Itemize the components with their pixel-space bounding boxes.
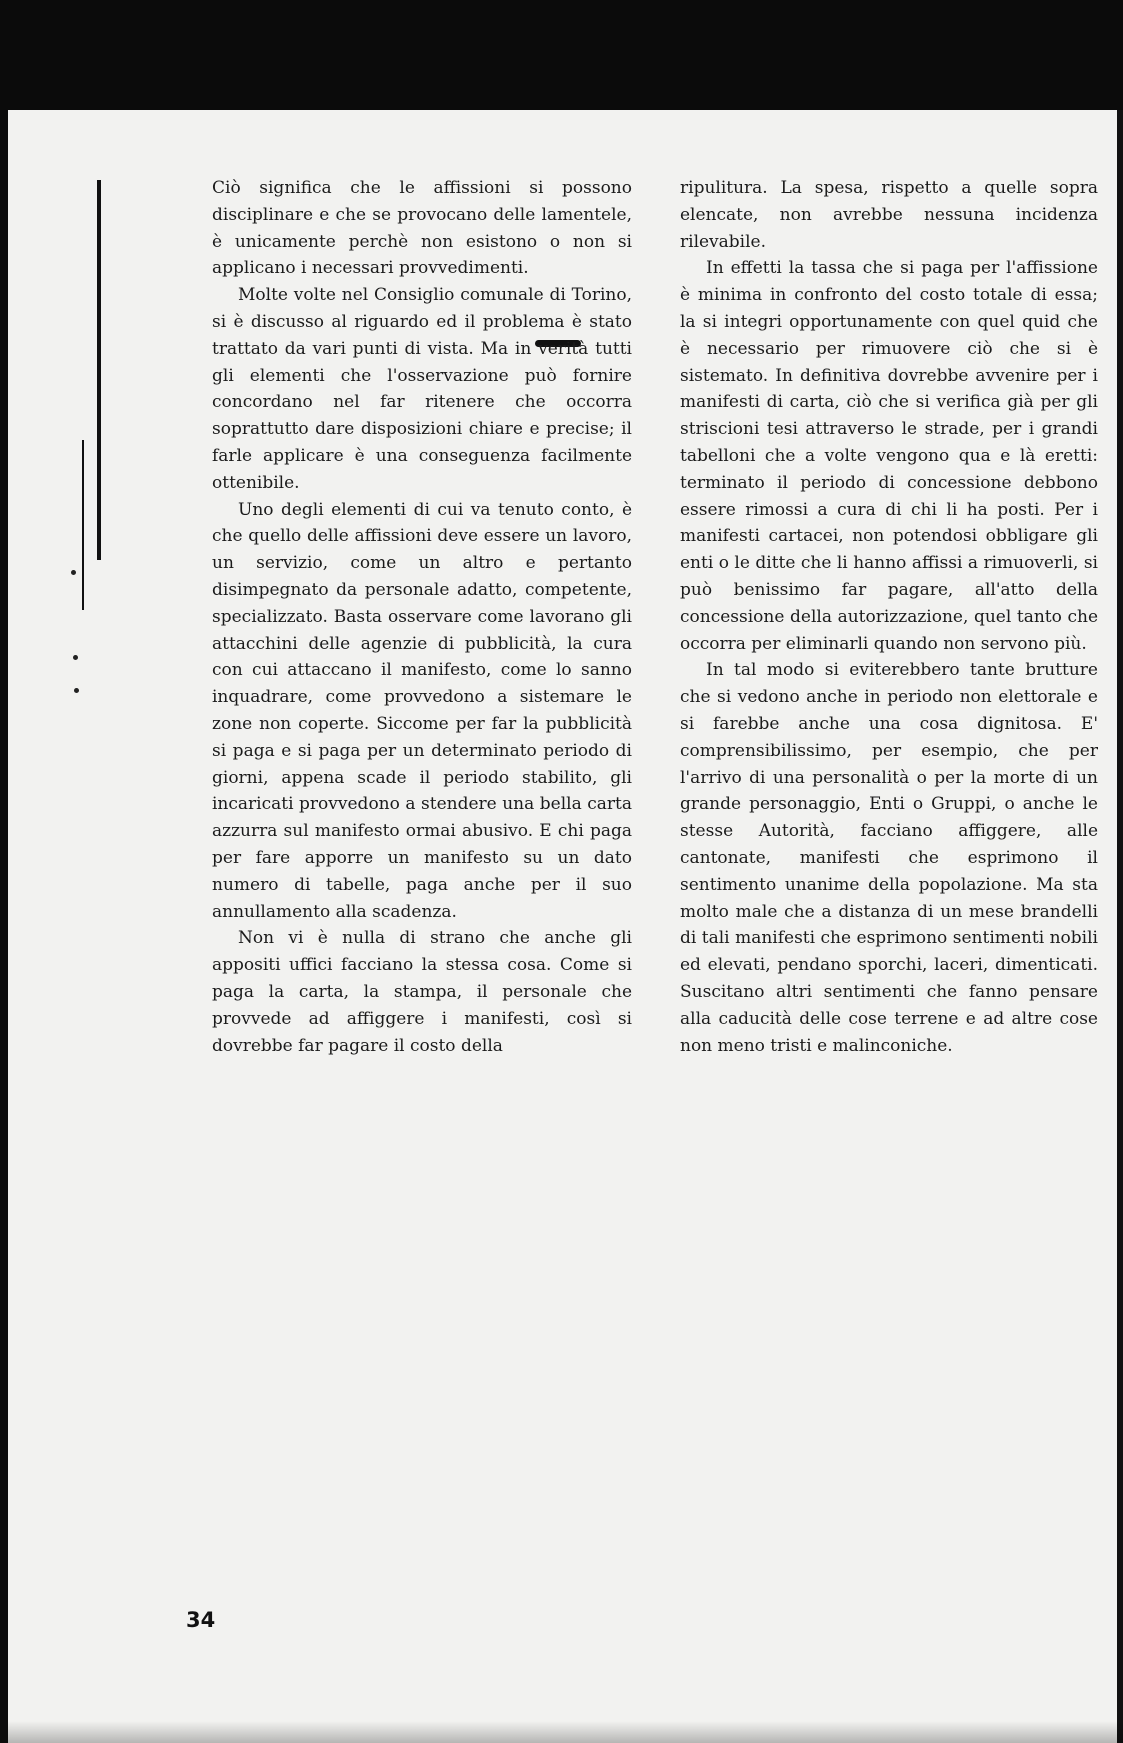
- paragraph: Uno degli elementi di cui va tenuto conto, è che quello delle affissioni deve essere un lavoro, un servizio, come un altro e pertanto disimpegnato da personale adatto, competente, specializzato. Basta osservare come lavorano gli attacchini delle agenzie di pubblicità, la cura con cui attaccano il manifesto, come lo sanno inquadrare, come provvedono a sistemare le zone non coperte. Siccome per far la pubblicità si paga e si paga per un determinato periodo di giorni, appena scade il periodo stabilito, gli incaricati provvedono a stendere una bella carta azzurra sul manifesto ormai abusivo. E chi paga per fare apporre un manifesto su un dato numero di tabelle, paga anche per il suo annullamento alla scadenza.: [212, 499, 632, 922]
- paragraph: In tal modo si eviterebbero tante brutture che si vedono anche in periodo non elettorale e si farebbe anche una cosa dignitosa. E' comprensibilissimo, per esempio, che per l'arrivo di una personalità o per la morte di un grande personaggio, Enti o Gruppi, o anche le stesse Autorità, facciano affiggere, alle cantonate, manifesti che esprimono il sentimento unanime della popolazione. Ma sta molto male che a distanza di un mese brandelli di tali manifesti che esprimono sentimenti nobili ed elevati, pendano sporchi, laceri, dimenticati. Suscitano altri sentimenti che fanno pensare alla caducità delle cose terrene e ad altre cose non meno tristi e malinconiche.: [680, 660, 1098, 1056]
- paragraph: Ciò significa che le affissioni si possono disciplinare e che se provocano delle lamentele, è unicamente perchè non esistono o non si applicano i necessari provvedimenti.: [212, 178, 632, 279]
- page-bottom-shade: [8, 1721, 1123, 1743]
- scan-right-edge: [1117, 110, 1123, 1743]
- paragraph: ripulitura. La spesa, rispetto a quelle sopra elencate, non avrebbe nessuna incidenza rilevabile.: [680, 178, 1098, 252]
- scan-top-border: [0, 0, 1123, 120]
- margin-rule-left-lower: [82, 440, 84, 610]
- paragraph: Molte volte nel Consiglio comunale di Torino, si è discusso al riguardo ed il problema è stato trattato da vari punti di vista. Ma in verità tutti gli elementi che l'osservazione può fornire concordano nel far ritenere che occorra soprattutto dare disposizioni chiare e precise; il farle applicare è una conseguenza facilmente ottenibile.: [212, 285, 632, 493]
- margin-dot: [71, 570, 76, 575]
- text-column-right: [680, 175, 1098, 1059]
- text-column-left: [212, 175, 632, 1059]
- paragraph: In effetti la tassa che si paga per l'affissione è minima in confronto del costo totale di essa; la si integri opportunamente con quel quid che è necessario per rimuovere ciò che si è sistemato. In definitiva dovrebbe avvenire per i manifesti di carta, ciò che si verifica già per gli striscioni tesi attraverso le strade, per i grandi tabelloni che a volte vengono qua e là eretti: terminato il periodo di concessione debbono essere rimossi a cura di chi li ha posti. Per i manifesti cartacei, non potendosi obbligare gli enti o le ditte che li hanno affissi a rimuoverli, si può benissimo far pagare, all'atto della concessione della autorizzazione, quel tanto che occorra per eliminarli quando non servono più.: [680, 258, 1098, 654]
- margin-dot: [74, 688, 79, 693]
- margin-dot: [73, 655, 78, 660]
- page-number: 34: [186, 1608, 216, 1632]
- margin-rule-left: [97, 180, 101, 560]
- paragraph: Non vi è nulla di strano che anche gli appositi uffici facciano la stessa cosa. Come si paga la carta, la stampa, il personale che provvede ad affiggere i manifesti, così si dovrebbe far pagare il costo della: [212, 928, 632, 1056]
